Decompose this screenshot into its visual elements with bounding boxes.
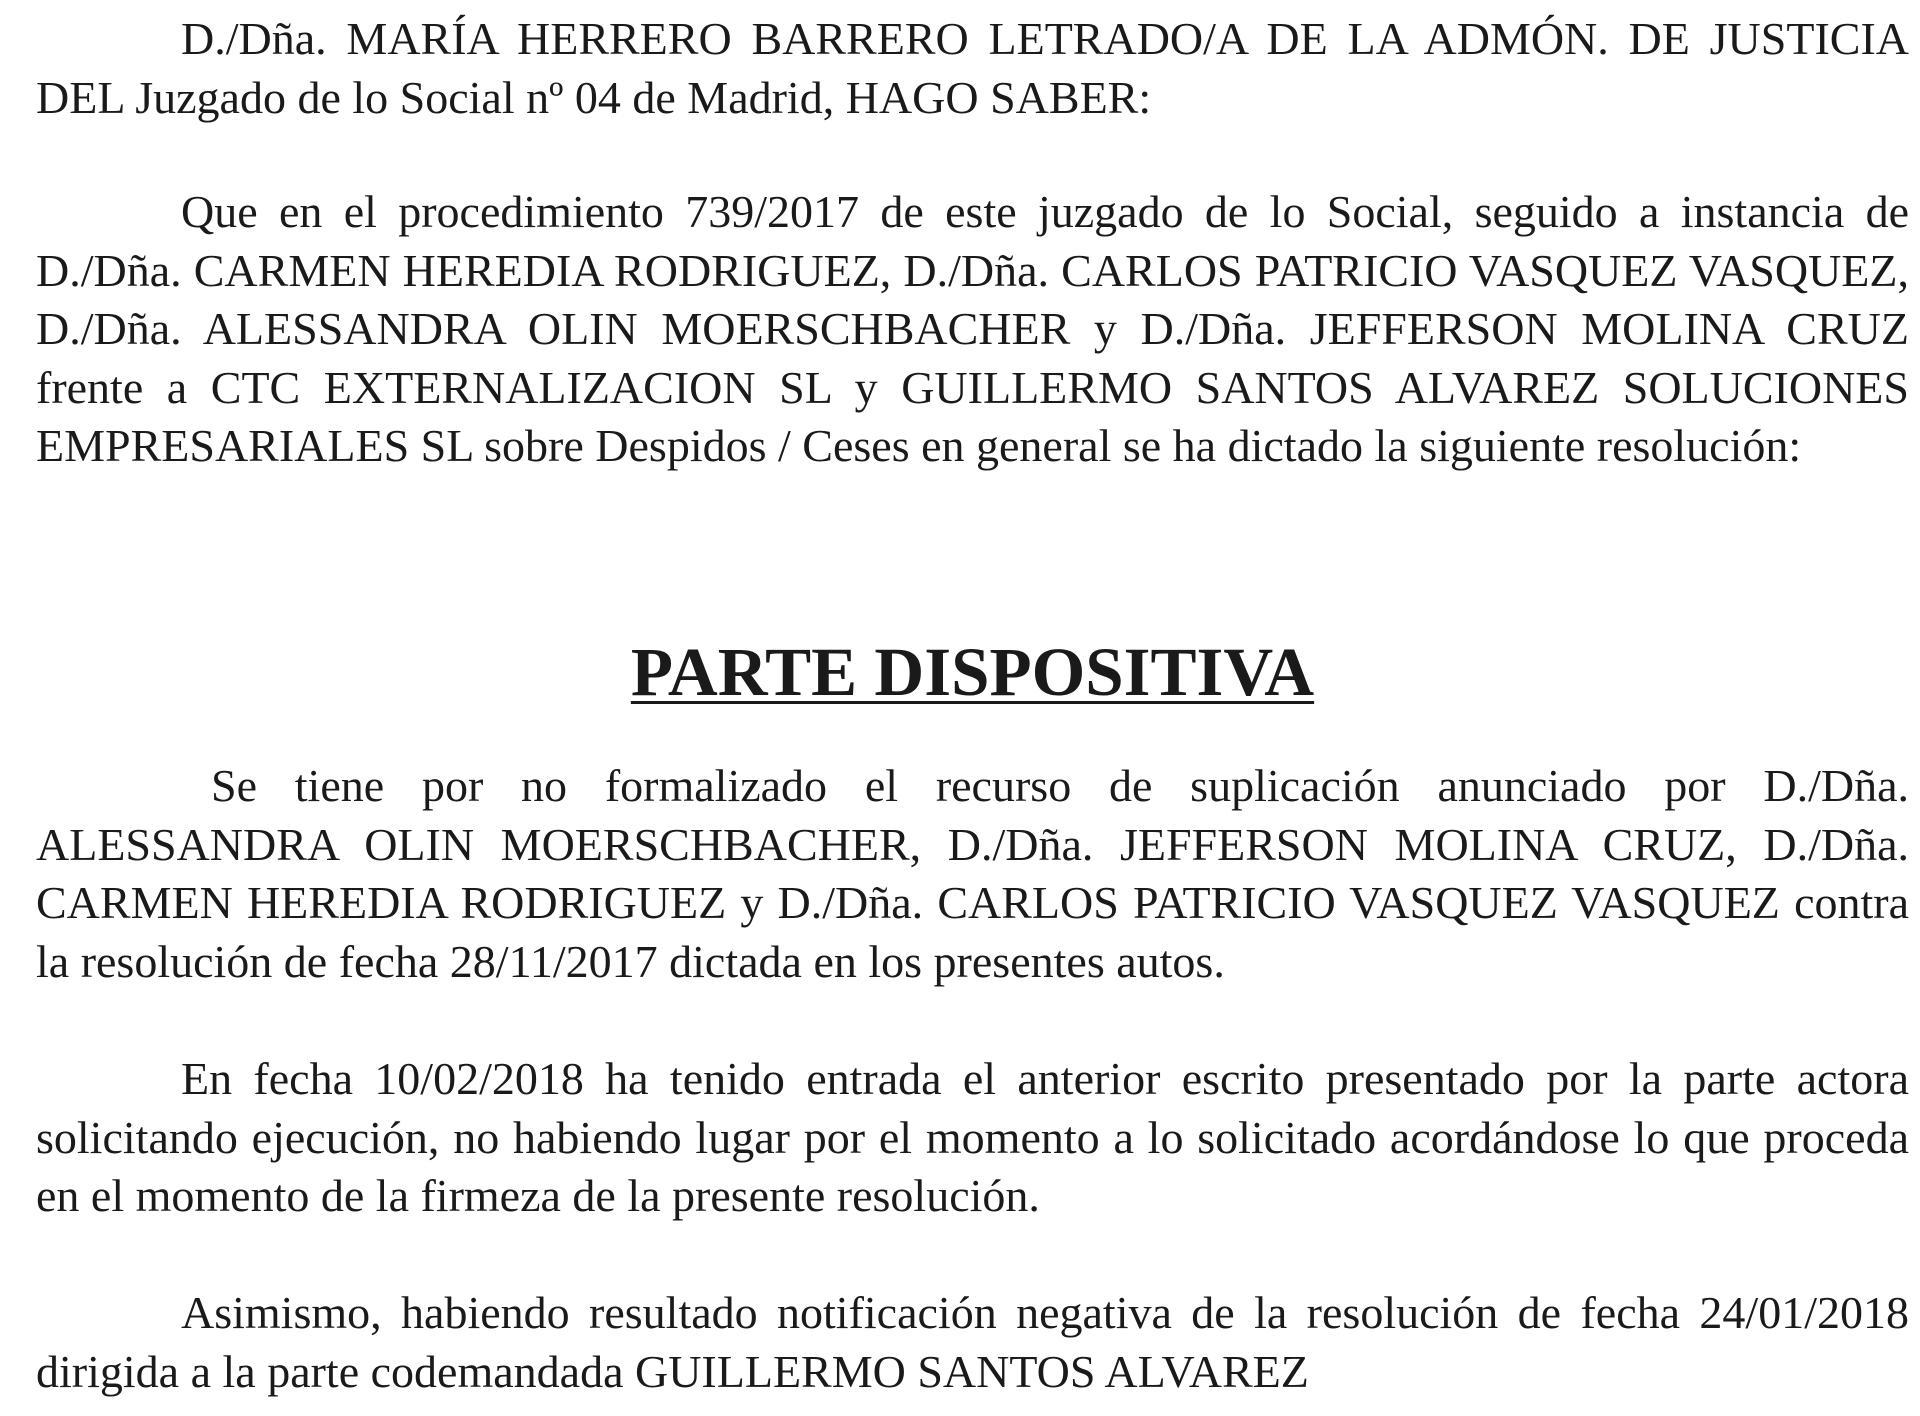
dispositive-paragraph: Se tiene por no formalizado el recurso de suplicación anunciado por D./Dña. ALESSANDRA OLIN MOERSCHBACHER, D./Dña. JEFFERSON MOLINA CRUZ, D./Dña. CARMEN HEREDIA RODRIGUEZ y D./Dña. CARLOS PATRICIO VASQUEZ VASQUEZ contra la resolución de fecha 28/11/2017 dictada en los presentes autos. xyxy=(36,760,1909,987)
execution-paragraph: En fecha 10/02/2018 ha tenido entrada el anterior escrito presentado por la parte actora solicitando ejecución, no habiendo lugar por el momento a lo solicitado acordándose lo que proceda en el momento de la firmeza de la presente resolución. xyxy=(36,1053,1909,1221)
procedure-paragraph: Que en el procedimiento 739/2017 de este juzgado de lo Social, seguido a instancia de D./Dña. CARMEN HEREDIA RODRIGUEZ, D./Dña. CARLOS PATRICIO VASQUEZ VASQUEZ, D./Dña. ALESSANDRA OLIN MOERSCHBACHER y D./Dña. JEFFERSON MOLINA CRUZ frente a CTC EXTERNALIZACION SL y GUILLERMO SANTOS ALVAREZ SOLUCIONES EMPRESARIALES SL sobre Despidos / Ceses en general se ha dictado la siguiente resolución: xyxy=(36,186,1909,471)
section-heading: PARTE DISPOSITIVA xyxy=(630,634,1315,710)
notification-paragraph: Asimismo, habiendo resultado notificación negativa de la resolución de fecha 24/01/2018 dirigida a la parte codemandada GUILLERMO SANTOS ALVAREZ xyxy=(36,1287,1909,1397)
intro-paragraph: D./Dña. MARÍA HERRERO BARRERO LETRADO/A DE LA ADMÓN. DE JUSTICIA DEL Juzgado de lo Social nº 04 de Madrid, HAGO SABER: xyxy=(36,13,1909,123)
